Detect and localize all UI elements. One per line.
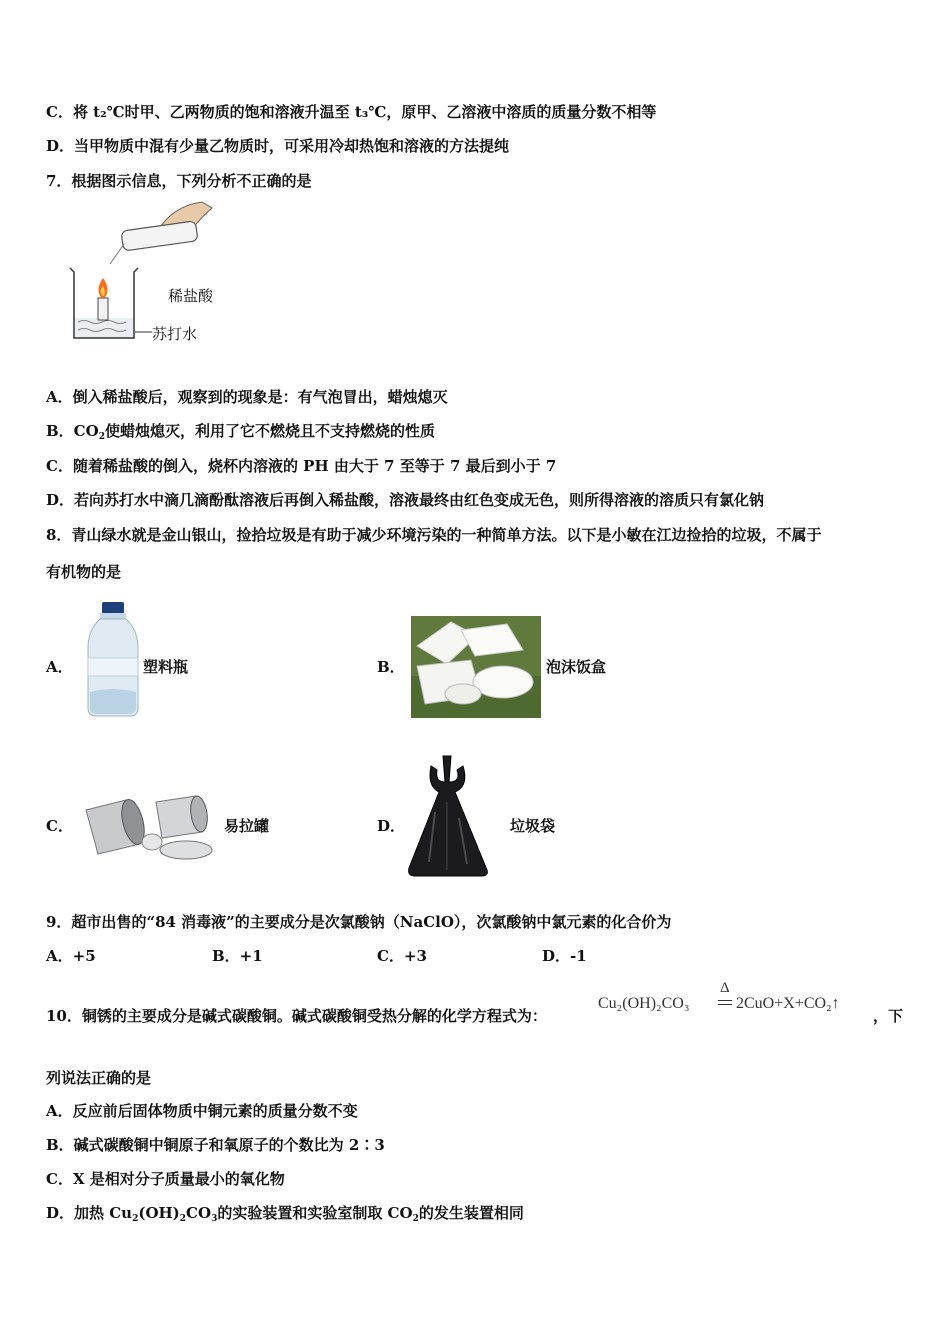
q6-option-c: C．将 t₂℃时甲、乙两物质的饱和溶液升温至 t₃℃，原甲、乙溶液中溶质的质量分数不相等 <box>46 103 657 121</box>
q9-option-b: B．+1 <box>212 947 263 965</box>
q7-option-b: B．$CO_2$使蜡烛熄灭，利用了它不燃烧且不支持燃烧的性质 <box>46 422 435 442</box>
q8-stem-line1: 8．青山绿水就是金山银山，捡拾垃圾是有助于减少环境污染的一种简单方法。以下是小敏在江边捡拾的垃圾，不属于 <box>46 526 822 544</box>
q7-option-a: A．倒入稀盐酸后，观察到的现象是：有气泡冒出，蜡烛熄灭 <box>46 388 448 406</box>
equation-reactant: Cu₂(OH)₂CO₃ <box>598 995 690 1012</box>
q10-stem-line1: 10．铜锈的主要成分是碱式碳酸铜。碱式碳酸铜受热分解的化学方程式为： <box>46 1007 547 1025</box>
q10-option-b: B．碱式碳酸铜中铜原子和氧原子的个数比为 2∶3 <box>46 1136 385 1154</box>
garbage-bag-image <box>405 752 491 880</box>
foam-lunchbox-image <box>411 616 541 718</box>
q8-option-d-caption: 垃圾袋 <box>510 817 556 835</box>
q8-option-a-letter: A． <box>46 658 73 676</box>
q8-stem-line2: 有机物的是 <box>46 563 122 581</box>
q6-option-d: D．当甲物质中混有少量乙物质时，可采用冷却热饱和溶液的方法提纯 <box>46 137 510 155</box>
q7-label-soda-water: 苏打水 <box>152 325 198 343</box>
q9-option-c: C．+3 <box>377 947 427 965</box>
q8-option-c-caption: 易拉罐 <box>224 817 270 835</box>
q7-experiment-figure <box>62 196 232 346</box>
q7-option-c: C．随着稀盐酸的倒入，烧杯内溶液的 PH 由大于 7 至等于 7 最后到小于 7 <box>46 457 557 475</box>
equation-condition: Δ <box>720 980 730 996</box>
q10-chemical-equation <box>598 980 868 1026</box>
q9-option-a: A．+5 <box>46 947 96 965</box>
q8-option-d-letter: D． <box>377 817 406 835</box>
q7-option-d: D．若向苏打水中滴几滴酚酞溶液后再倒入稀盐酸，溶液最终由红色变成无色，则所得溶液的溶质只有氯化钠 <box>46 491 765 509</box>
q8-option-b-caption: 泡沫饭盒 <box>546 658 607 676</box>
q9-stem: 9．超市出售的“84 消毒液”的主要成分是次氯酸钠（NaClO），次氯酸钠中氯元素的化合价为 <box>46 913 672 931</box>
q10-option-a: A．反应前后固体物质中铜元素的质量分数不变 <box>46 1102 358 1120</box>
equation-products: 2CuO+X+CO₂↑ <box>736 995 840 1012</box>
q8-option-a-caption: 塑料瓶 <box>143 658 189 676</box>
q9-option-d: D．-1 <box>542 947 587 965</box>
candle-icon <box>98 298 108 320</box>
cans-image <box>76 792 220 864</box>
q10-option-c: C．X 是相对分子质量最小的氧化物 <box>46 1170 285 1188</box>
q10-stem-continuation: ，下 <box>873 1007 904 1025</box>
q10-option-d: D．加热 $Cu_2(OH)_2CO_3$的实验装置和实验室制取 $CO_2$的发生装置相同 <box>46 1204 524 1224</box>
bottle-icon <box>121 221 198 251</box>
q7-stem: 7．根据图示信息，下列分析不正确的是 <box>46 172 312 190</box>
equation-equals-sign <box>718 1000 732 1005</box>
plastic-bottle-image <box>80 600 146 718</box>
q10-stem-line2: 列说法正确的是 <box>46 1069 152 1087</box>
q8-option-b-letter: B． <box>377 658 405 676</box>
q7-label-acid: 稀盐酸 <box>168 287 214 305</box>
q8-option-c-letter: C． <box>46 817 73 835</box>
